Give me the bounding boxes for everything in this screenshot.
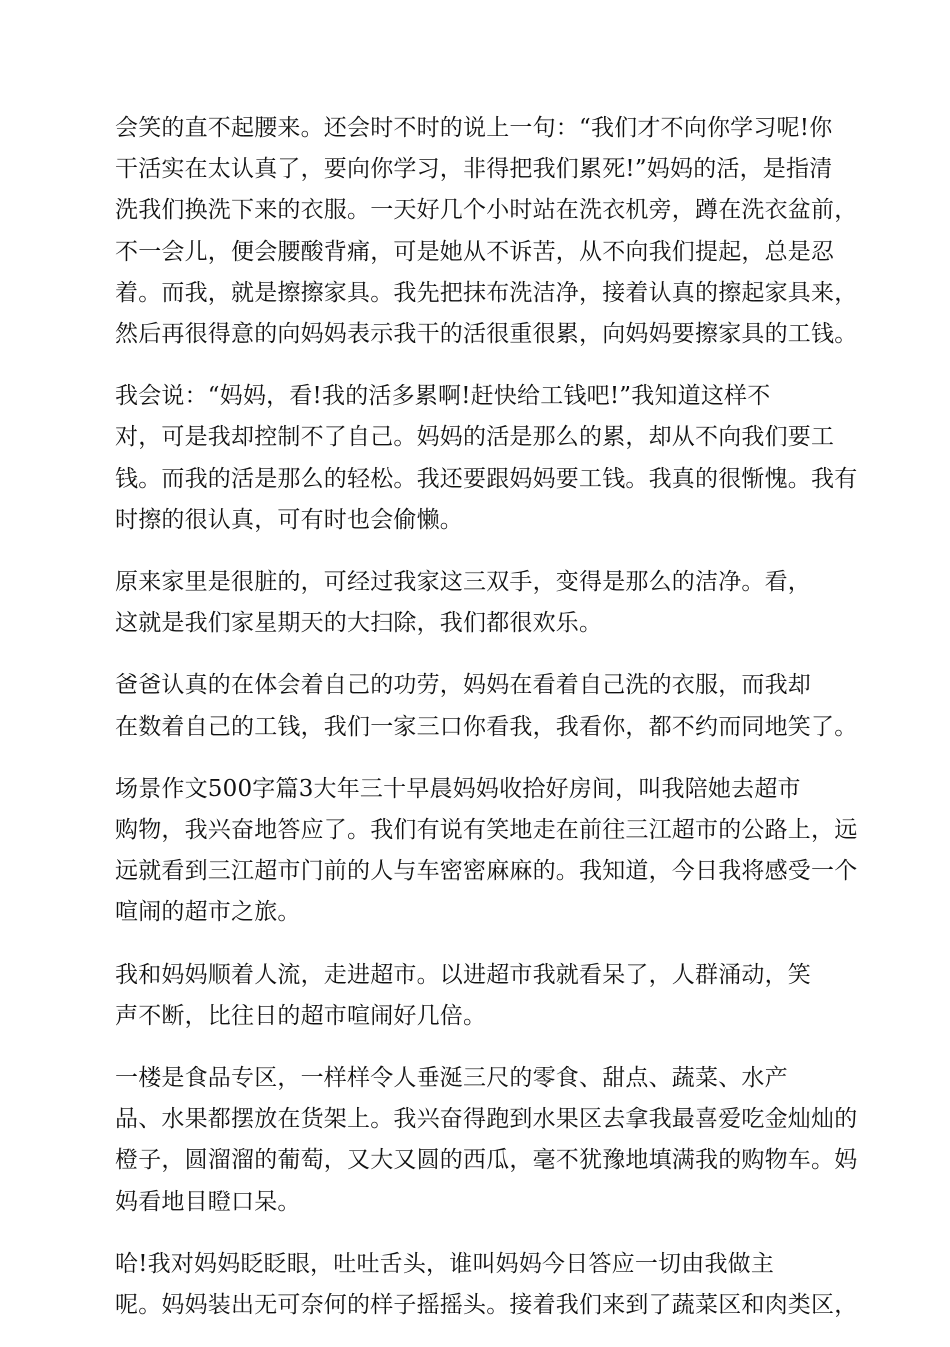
text-line: 洗我们换洗下来的衣服。一天好几个小时站在洗衣机旁，蹲在洗衣盆前， [115,197,858,224]
text-line: 这就是我们家星期天的大扫除，我们都很欢乐。 [115,610,603,637]
text-line: 会笑的直不起腰来。还会时不时的说上一句：“我们才不向你学习呢!你 [115,115,833,141]
text-line: 钱。而我的活是那么的轻松。我还要跟妈妈要工钱。我真的很惭愧。我有 [115,465,858,492]
paragraph-4 [115,665,858,747]
paragraph-1 [115,108,858,355]
paragraph-3 [115,562,835,644]
text-line: 声不断，比往日的超市喧闹好几倍。 [115,1002,487,1029]
text-line: 哈!我对妈妈眨眨眼，吐吐舌头，谁叫妈妈今日答应一切由我做主 [115,1250,775,1277]
text-line: 妈看地目瞪口呆。 [115,1188,301,1215]
text-line: 时擦的很认真，可有时也会偷懒。 [115,506,463,533]
text-line: 不一会儿，便会腰酸背痛，可是她从不诉苦，从不向我们提起，总是忍 [115,238,835,265]
paragraph-8 [115,1244,858,1326]
text-line: 着。而我，就是擦擦家具。我先把抹布洗洁净，接着认真的擦起家具来， [115,279,858,306]
text-line: 干活实在太认真了，要向你学习，非得把我们累死!”妈妈的活，是指清 [115,156,833,183]
text-line: 爸爸认真的在体会着自己的功劳，妈妈在看着自己洗的衣服，而我却 [115,672,811,699]
text-line: 一楼是食品专区，一样样令人垂涎三尺的零食、甜点、蔬菜、水产 [115,1065,788,1092]
document-page [115,108,858,1347]
text-line: 远就看到三江超市门前的人与车密密麻麻的。我知道，今日我将感受一个 [115,858,858,885]
paragraph-6 [115,955,835,1037]
text-line: 场景作文500字篇3大年三十早晨妈妈收拾好房间，叫我陪她去超市 [115,775,801,802]
text-line: 对，可是我却控制不了自己。妈妈的活是那么的累，却从不向我们要工 [115,424,835,451]
text-line: 品、水果都摆放在货架上。我兴奋得跑到水果区去拿我最喜爱吃金灿灿的 [115,1106,858,1133]
text-line: 我会说：“妈妈，看!我的活多累啊!赶快给工钱吧!”我知道这样不 [115,383,771,410]
text-line: 然后再很得意的向妈妈表示我干的活很重很累，向妈妈要擦家具的工钱。 [115,321,858,348]
text-line: 喧闹的超市之旅。 [115,899,301,926]
text-line: 原来家里是很脏的，可经过我家这三双手，变得是那么的洁净。看， [115,569,811,596]
paragraph-5 [115,769,858,934]
text-line: 我和妈妈顺着人流，走进超市。以进超市我就看呆了，人群涌动，笑 [115,961,811,988]
text-line: 橙子，圆溜溜的葡萄，又大又圆的西瓜，毫不犹豫地填满我的购物车。妈 [115,1147,858,1174]
text-line: 呢。妈妈装出无可奈何的样子摇摇头。接着我们来到了蔬菜区和肉类区， [115,1292,858,1319]
text-line: 购物，我兴奋地答应了。我们有说有笑地走在前往三江超市的公路上，远 [115,817,858,844]
paragraph-7 [115,1058,858,1223]
paragraph-2 [115,376,858,541]
text-line: 在数着自己的工钱，我们一家三口你看我，我看你，都不约而同地笑了。 [115,713,858,740]
